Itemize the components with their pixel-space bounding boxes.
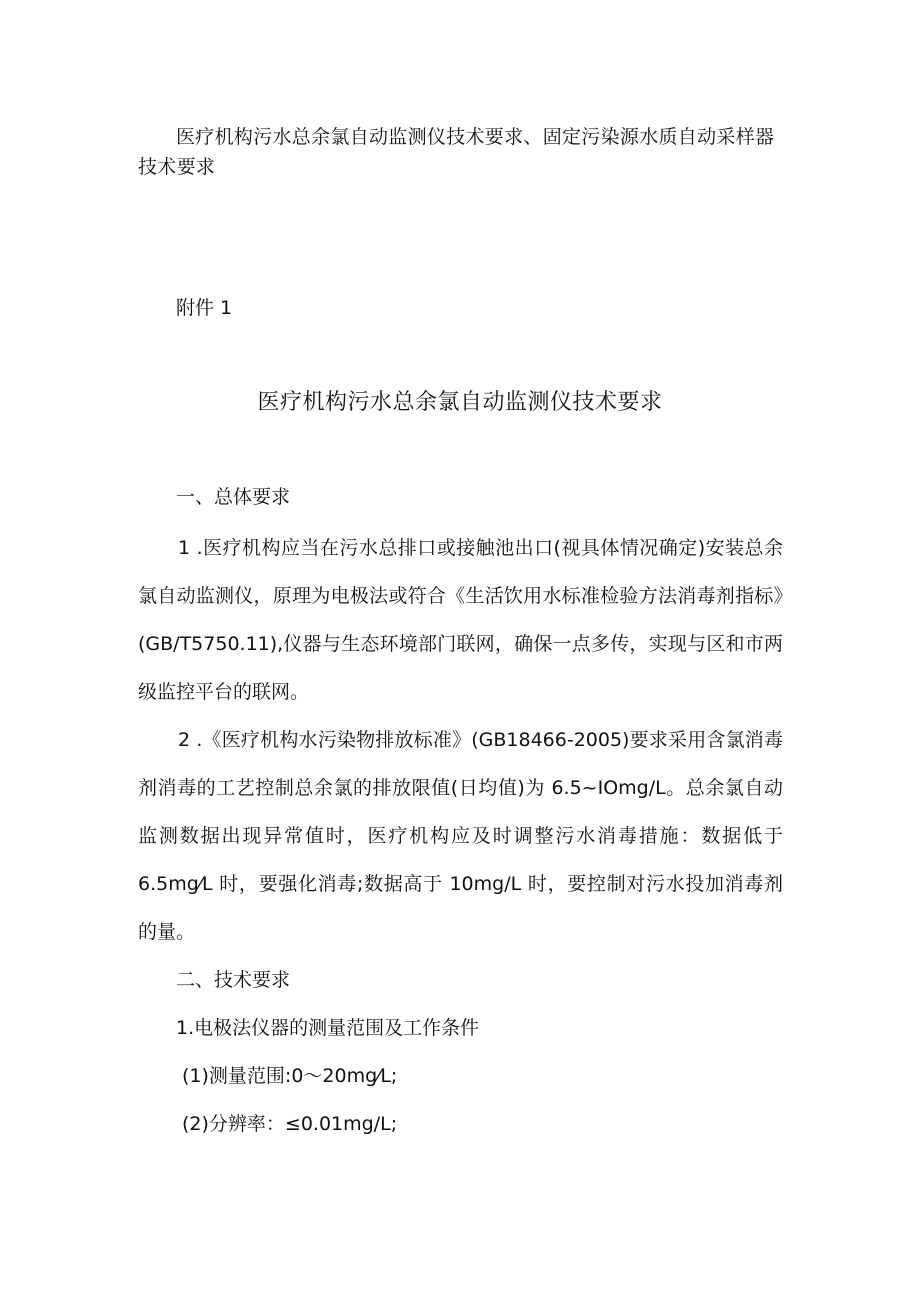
paragraph-installation: 1 .医疗机构应当在污水总排口或接触池出口(视具体情况确定)安装总余氯自动监测仪，原理为电极法或符合《生活饮用水标准检验方法消毒剂指标》(GB/T5750.11),仪器与生态环境部门联网，确保一点多传，实现与区和市两级监控平台的联网。 bbox=[138, 537, 783, 703]
subheading-electrode-method: 1.电极法仪器的测量范围及工作条件 bbox=[176, 1017, 480, 1039]
attachment-label: 附件 1 bbox=[176, 297, 233, 319]
list-item-measurement-range: (1)测量范围:0～20mg⁄L; bbox=[182, 1065, 398, 1087]
document-title: 医疗机构污水总余氯自动监测仪技术要求、固定污染源水质自动采样器技术要求 bbox=[138, 126, 775, 178]
list-item-resolution: (2)分辨率：≤0.01mg/L; bbox=[182, 1113, 398, 1135]
section-title: 医疗机构污水总余氯自动监测仪技术要求 bbox=[257, 390, 663, 415]
heading-technical-requirements: 二、技术要求 bbox=[176, 969, 291, 991]
heading-general-requirements: 一、总体要求 bbox=[176, 486, 291, 508]
paragraph-discharge-limit: 2 .《医疗机构水污染物排放标准》(GB18466-2005)要求采用含氯消毒剂消毒的工艺控制总余氯的排放限值(日均值)为 6.5~IOmg/L。总余氯自动监测数据出现异常值时，医疗机构应及时调整污水消毒措施：数据低于 6.5mg⁄L 时，要强化消毒;数据高于 10mg/L 时，要控制对污水投加消毒剂的量。 bbox=[138, 729, 783, 943]
